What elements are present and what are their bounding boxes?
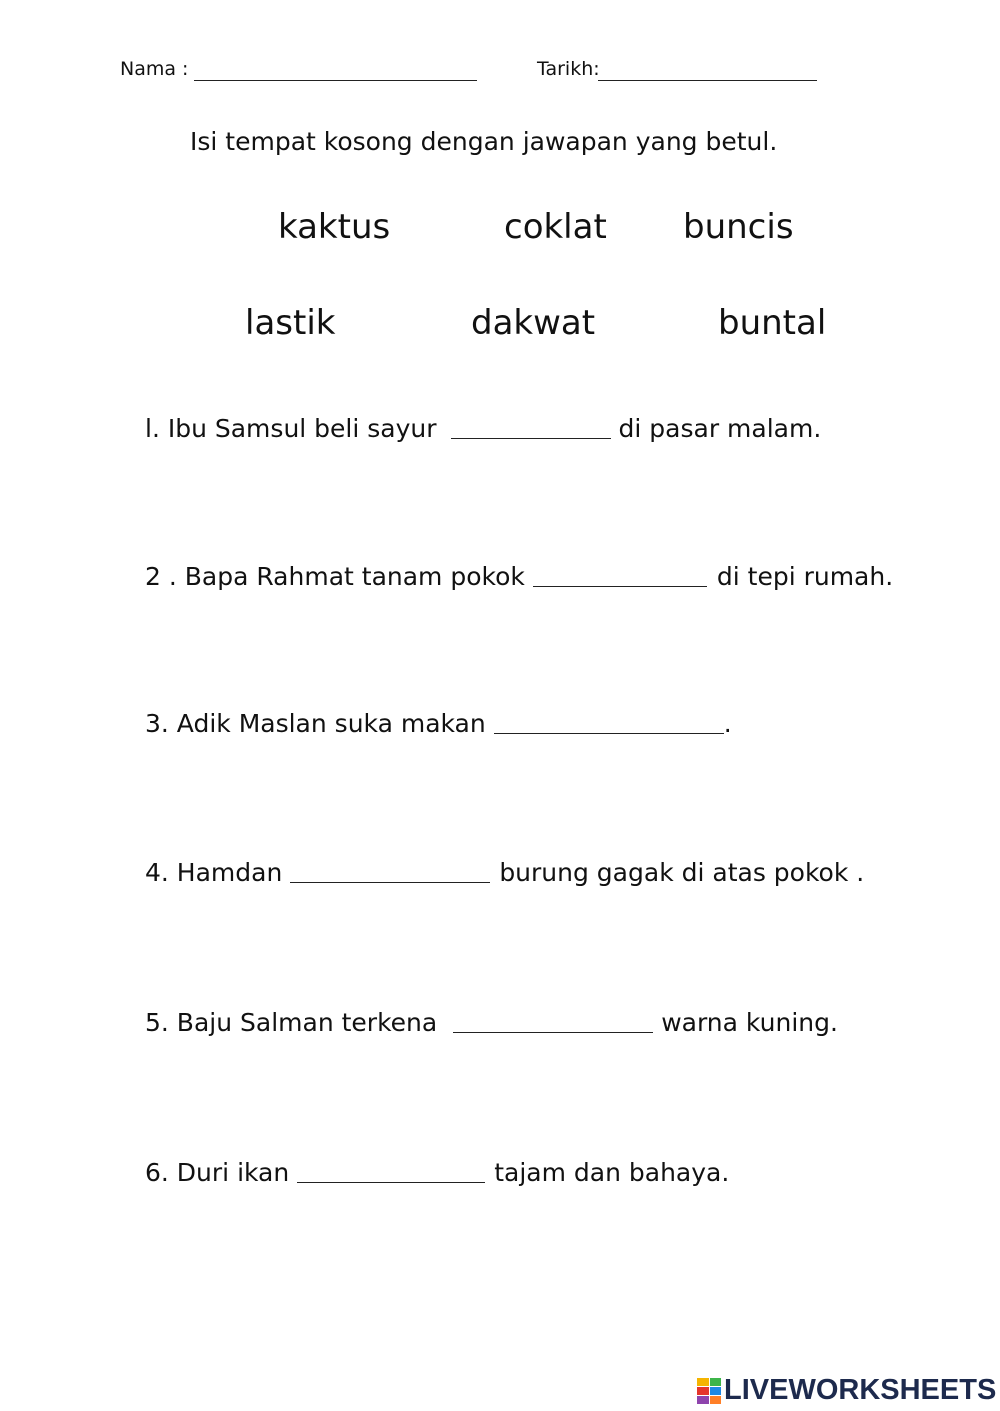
word-bank-item: buntal — [718, 303, 827, 343]
question-text-after: . — [723, 709, 732, 738]
word-bank-item: dakwat — [471, 303, 596, 343]
logo-square — [697, 1378, 709, 1386]
logo-square — [697, 1396, 709, 1404]
question-text-after: burung gagak di atas pokok . — [499, 858, 865, 887]
question-4 — [145, 858, 864, 887]
question-text-before: l. Ibu Samsul beli sayur — [145, 414, 437, 443]
logo-square — [710, 1396, 722, 1404]
name-label: Nama : — [120, 58, 189, 80]
word-bank-item: lastik — [245, 303, 336, 343]
date-field[interactable] — [598, 80, 817, 81]
answer-blank-3[interactable] — [494, 733, 724, 734]
question-text-after: tajam dan bahaya. — [494, 1158, 730, 1187]
question-1 — [145, 414, 821, 443]
question-text-after: di tepi rumah. — [716, 562, 894, 591]
question-text-before: 3. Adik Maslan suka makan — [145, 709, 486, 738]
answer-blank-1[interactable] — [451, 438, 611, 439]
logo-square — [710, 1378, 722, 1386]
question-text-after: warna kuning. — [661, 1008, 838, 1037]
brand-name: LIVEWORKSHEETS — [724, 1374, 997, 1406]
instruction-text: Isi tempat kosong dengan jawapan yang betul. — [190, 127, 778, 156]
answer-blank-5[interactable] — [453, 1032, 653, 1033]
word-bank-item: buncis — [683, 207, 794, 247]
question-text-after: di pasar malam. — [618, 414, 822, 443]
question-3 — [145, 709, 732, 738]
liveworksheets-logo-icon — [697, 1378, 721, 1404]
name-field[interactable] — [194, 80, 477, 81]
question-text-before: 2 . Bapa Rahmat tanam pokok — [145, 562, 525, 591]
word-bank-item: kaktus — [278, 207, 391, 247]
answer-blank-4[interactable] — [290, 882, 490, 883]
question-2 — [145, 562, 893, 591]
logo-square — [710, 1387, 722, 1395]
liveworksheets-logo — [697, 1374, 996, 1407]
logo-square — [697, 1387, 709, 1395]
word-bank-item: coklat — [504, 207, 607, 247]
answer-blank-2[interactable] — [533, 586, 707, 587]
question-text-before: 4. Hamdan — [145, 858, 283, 887]
question-text-before: 6. Duri ikan — [145, 1158, 290, 1187]
date-label: Tarikh: — [537, 58, 600, 80]
question-5 — [145, 1008, 838, 1037]
question-6 — [145, 1158, 729, 1187]
answer-blank-6[interactable] — [297, 1182, 485, 1183]
question-text-before: 5. Baju Salman terkena — [145, 1008, 438, 1037]
